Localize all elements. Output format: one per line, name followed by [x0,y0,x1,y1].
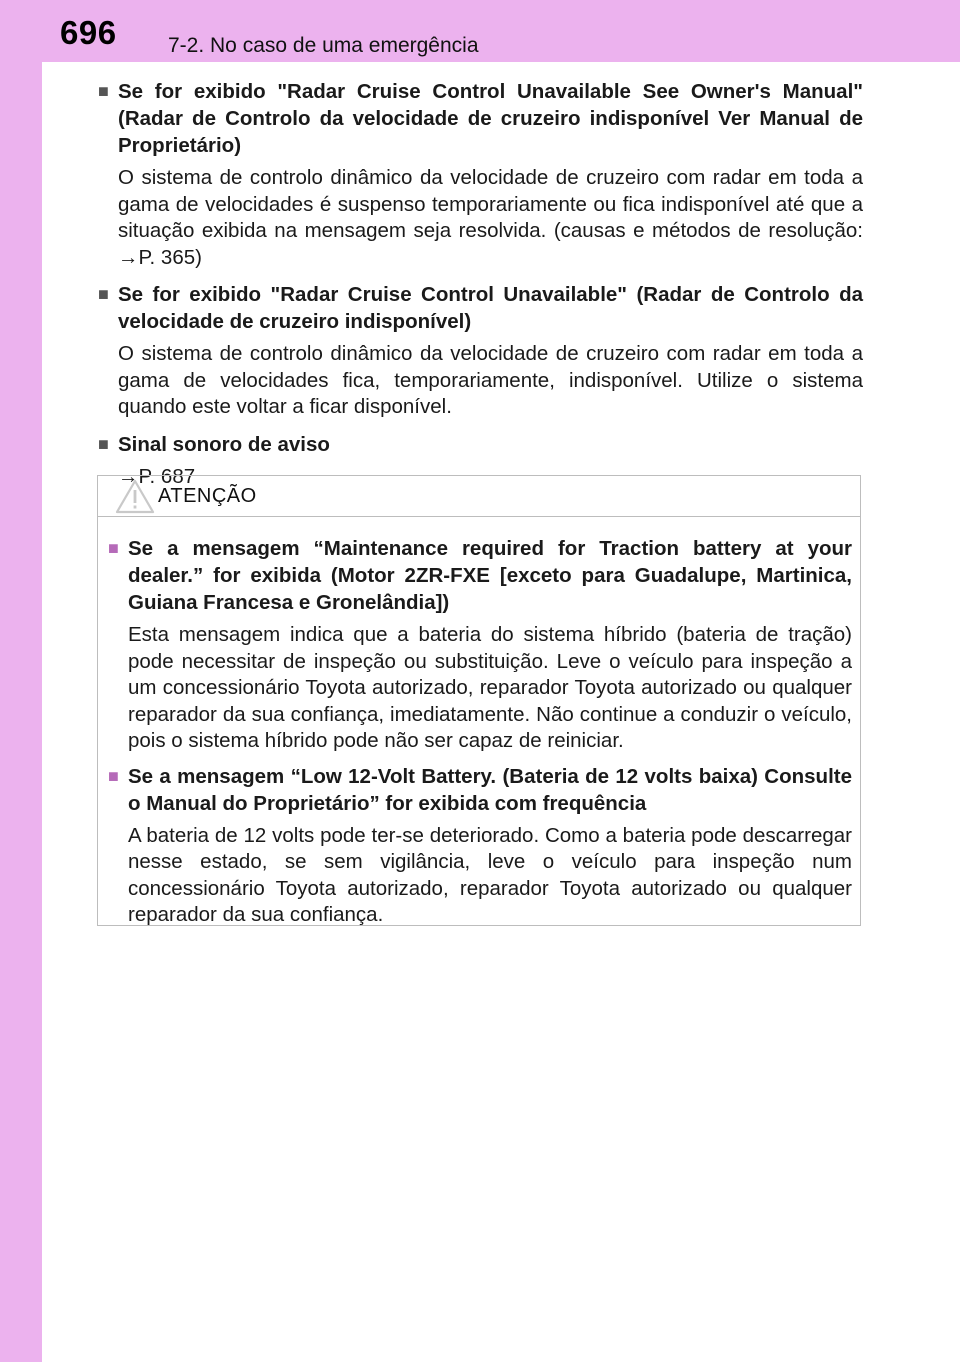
warning-text: A bateria de 12 volts pode ter-se deteriorado. Como a bateria pode descarregar nesse estado, se sem vigilância, leve o veículo para inspeção num concessionário Toyota autorizado, reparador Toyota autorizado ou qualquer reparador da sua confiança. [128,823,852,926]
warning-heading: Se a mensagem “Low 12-Volt Battery. (Bateria de 12 volts baixa) Consulte o Manual do Proprietário” for exibida com frequência [128,764,852,815]
square-bullet-icon: ■ [108,538,119,558]
warning-section-12v-battery [108,763,852,929]
section-heading: Se for exibido "Radar Cruise Control Unavailable See Owner's Manual" (Radar de Controlo da velocidade de cruzeiro indisponível Ver Manual de Proprietário) [118,80,863,157]
chapter-title: 7-2. No caso de uma emergência [168,34,479,57]
square-bullet-icon: ■ [98,284,109,304]
section-radar-unavailable [98,281,863,421]
warning-body [98,517,860,929]
warning-box [97,475,861,926]
section-heading: Se for exibido "Radar Cruise Control Unavailable" (Radar de Controlo da velocidade de cruzeiro indisponível) [118,283,863,333]
square-bullet-icon: ■ [98,433,109,454]
main-content [98,78,863,500]
square-bullet-icon: ■ [108,765,119,786]
left-accent-bar [0,0,42,1362]
page-reference-link[interactable]: →P. 687 [118,464,196,488]
section-heading: Sinal sonoro de aviso [118,432,330,456]
section-body: O sistema de controlo dinâmico da velocidade de cruzeiro com radar em toda a gama de velocidades é suspenso temporariamente ou fica indisponível até que a situação exibida na mensagem seja resolvida. (causas e métodos de resolução: →P. 365) [118,166,863,269]
warning-header [98,476,860,517]
page-number: 696 [60,14,117,51]
warning-triangle-icon [114,479,156,515]
warning-heading: Se a mensagem “Maintenance required for Traction battery at your dealer.” for exibida (Motor 2ZR-FXE [exceto para Guadalupe, Martinica, Guiana Francesa e Gronelândia]) [128,537,852,614]
section-radar-unavailable-see-manual [98,78,863,271]
square-bullet-icon: ■ [98,81,109,101]
warning-section-traction-battery [108,535,852,755]
section-body: O sistema de controlo dinâmico da velocidade de cruzeiro com radar em toda a gama de velocidades fica, temporariamente, indisponível. Utilize o sistema quando este voltar a ficar disponível. [118,342,863,418]
warning-text: Esta mensagem indica que a bateria do sistema híbrido (bateria de tração) pode necessitar de inspeção ou substituição. Leve o veículo para inspeção a um concessionário Toyota autorizado, reparador Toyota autorizado ou qualquer reparador da sua confiança, imediatamente. Não continue a conduzir o veículo, pois o sistema híbrido pode não ser capaz de reiniciar. [128,623,852,752]
header-band [0,0,960,62]
warning-title: ATENÇÃO [158,485,257,507]
